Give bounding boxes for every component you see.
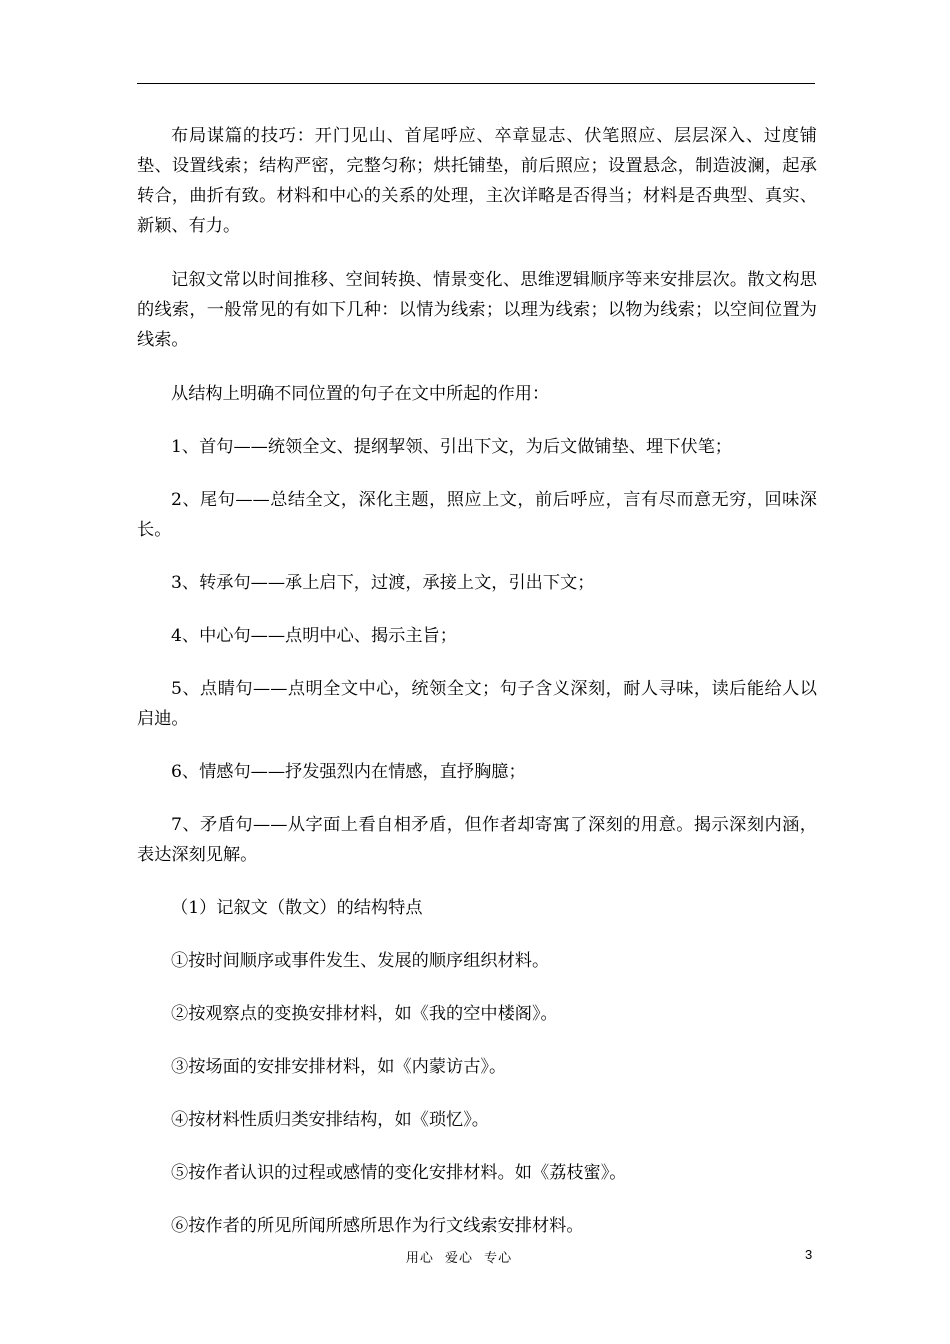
paragraph-layout-techniques: 布局谋篇的技巧：开门见山、首尾呼应、卒章显志、伏笔照应、层层深入、过度铺垫、设置线索；结构严密，完整匀称；烘托铺垫，前后照应；设置悬念，制造波澜，起承转合，曲折有致。材料和中心的关系的处理，主次详略是否得当；材料是否典型、真实、新颖、有力。 (137, 126, 817, 236)
page-footer (0, 1247, 950, 1271)
list-item-paradox-sentence: 7、矛盾句——从字面上看自相矛盾，但作者却寄寓了深刻的用意。揭示深刻内涵，表达深刻见解。 (137, 815, 817, 865)
paragraph-narrative-clues: 记叙文常以时间推移、空间转换、情景变化、思维逻辑顺序等来安排层次。散文构思的线索，一般常见的有如下几种：以情为线索；以理为线索；以物为线索；以空间位置为线索。 (137, 270, 817, 350)
header-rule (137, 83, 815, 84)
paragraph-sentence-roles-intro: 从结构上明确不同位置的句子在文中所起的作用： (171, 384, 550, 404)
section-heading-structure-features: （1）记叙文（散文）的结构特点 (171, 898, 423, 918)
list-item-viewpoint: ②按观察点的变换安排材料，如《我的空中楼阁》。 (171, 1004, 558, 1024)
list-item-emotion-sentence: 6、情感句——抒发强烈内在情感，直抒胸臆； (171, 762, 526, 782)
list-item-cognition-process: ⑤按作者认识的过程或感情的变化安排材料。如《荔枝蜜》。 (171, 1163, 627, 1183)
list-item-first-sentence: 1、首句——统领全文、提纲挈领、引出下文，为后文做铺垫、埋下伏笔； (171, 437, 732, 457)
page-body (137, 121, 817, 1241)
list-item-observations: ⑥按作者的所见所闻所感所思作为行文线索安排材料。 (171, 1216, 584, 1236)
list-item-time-order: ①按时间顺序或事件发生、发展的顺序组织材料。 (171, 951, 550, 971)
list-item-transition-sentence: 3、转承句——承上启下，过渡，承接上文，引出下文； (171, 573, 595, 593)
page-number: 3 (805, 1247, 813, 1262)
list-item-material-nature: ④按材料性质归类安排结构，如《琐忆》。 (171, 1110, 489, 1130)
footer-motto: 用心 爱心 专心 (405, 1251, 513, 1266)
list-item-last-sentence: 2、尾句——总结全文，深化主题，照应上文，前后呼应，言有尽而意无穷，回味深长。 (137, 490, 817, 540)
list-item-scenes: ③按场面的安排安排材料，如《内蒙访古》。 (171, 1057, 507, 1077)
list-item-key-sentence: 5、点睛句——点明全文中心，统领全文；句子含义深刻，耐人寻味，读后能给人以启迪。 (137, 679, 817, 729)
list-item-central-sentence: 4、中心句——点明中心、揭示主旨； (171, 626, 457, 646)
